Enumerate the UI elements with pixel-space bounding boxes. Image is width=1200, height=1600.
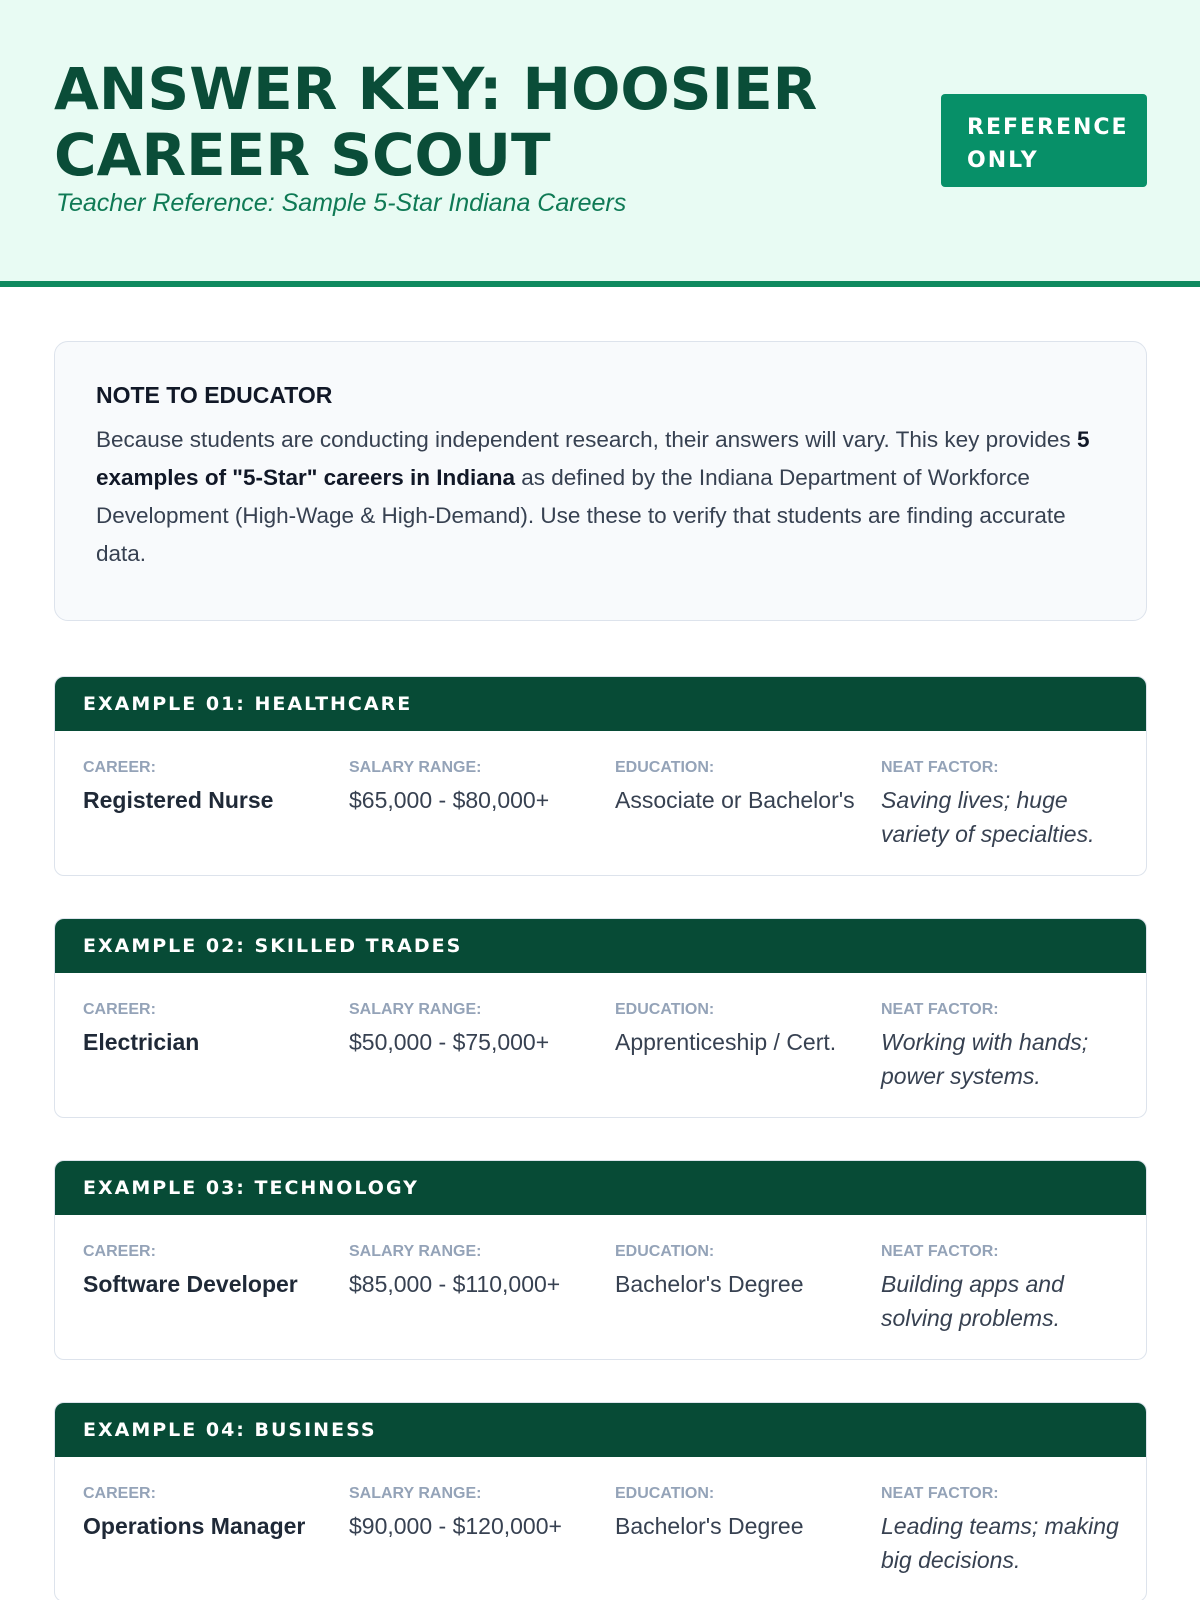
salary-label: SALARY RANGE: [349, 1485, 482, 1502]
note-text-bold: 5 examples of "5-Star" careers in Indiana [96, 427, 1090, 490]
example-card-heading: EXAMPLE 04: BUSINESS [55, 1403, 1146, 1457]
note-text-start: Because students are conducting independent research, their answers will vary. This key provides [96, 427, 1077, 452]
education-label: EDUCATION: [615, 1001, 715, 1018]
education-value: Bachelor's Degree [615, 1271, 804, 1297]
career-value: Registered Nurse [83, 787, 274, 813]
career-value: Electrician [83, 1029, 200, 1055]
educator-note [54, 341, 1147, 621]
example-card-healthcare [54, 676, 1147, 876]
neat-factor-label: NEAT FACTOR: [881, 1485, 999, 1502]
salary-value: $65,000 - $80,000+ [349, 787, 550, 813]
education-label: EDUCATION: [615, 759, 715, 776]
career-value: Operations Manager [83, 1513, 306, 1539]
educator-note-body [96, 421, 1106, 573]
page-header [0, 0, 1200, 287]
badge-line-2: ONLY [967, 148, 1039, 173]
education-label: EDUCATION: [615, 1485, 715, 1502]
page-subtitle: Teacher Reference: Sample 5-Star Indiana Careers [56, 189, 627, 217]
career-label: CAREER: [83, 1485, 156, 1502]
reference-only-badge [941, 94, 1147, 187]
neat-factor-label: NEAT FACTOR: [881, 759, 999, 776]
education-value: Associate or Bachelor's [615, 787, 855, 813]
educator-note-title: NOTE TO EDUCATOR [96, 382, 333, 408]
page-title-line-1: ANSWER KEY: HOOSIER [54, 55, 818, 123]
neat-factor-value: Working with hands; power systems. [881, 1029, 1089, 1089]
career-label: CAREER: [83, 759, 156, 776]
example-card-heading: EXAMPLE 02: SKILLED TRADES [55, 919, 1146, 973]
note-text-end: as defined by the Indiana Department of Workforce Development (High-Wage & High-Demand). Use these to verify that students are finding accurate data. [96, 465, 1066, 566]
salary-label: SALARY RANGE: [349, 1001, 482, 1018]
neat-factor-value: Building apps and solving problems. [881, 1271, 1064, 1331]
education-label: EDUCATION: [615, 1243, 715, 1260]
neat-factor-label: NEAT FACTOR: [881, 1243, 999, 1260]
career-value: Software Developer [83, 1271, 298, 1297]
example-card-business [54, 1402, 1147, 1600]
badge-line-1: REFERENCE [967, 115, 1129, 140]
career-label: CAREER: [83, 1001, 156, 1018]
neat-factor-value: Saving lives; huge variety of specialties. [881, 787, 1095, 847]
education-value: Apprenticeship / Cert. [615, 1029, 837, 1055]
salary-label: SALARY RANGE: [349, 759, 482, 776]
example-card-skilled-trades [54, 918, 1147, 1118]
career-label: CAREER: [83, 1243, 156, 1260]
neat-factor-value: Leading teams; making big decisions. [881, 1513, 1119, 1573]
salary-value: $85,000 - $110,000+ [349, 1271, 561, 1297]
example-card-heading: EXAMPLE 03: TECHNOLOGY [55, 1161, 1146, 1215]
example-card-technology [54, 1160, 1147, 1360]
example-card-heading: EXAMPLE 01: HEALTHCARE [55, 677, 1146, 731]
education-value: Bachelor's Degree [615, 1513, 804, 1539]
page-title [54, 56, 854, 188]
salary-label: SALARY RANGE: [349, 1243, 482, 1260]
salary-value: $50,000 - $75,000+ [349, 1029, 550, 1055]
salary-value: $90,000 - $120,000+ [349, 1513, 562, 1539]
neat-factor-label: NEAT FACTOR: [881, 1001, 999, 1018]
page-title-line-2: CAREER SCOUT [54, 121, 551, 189]
